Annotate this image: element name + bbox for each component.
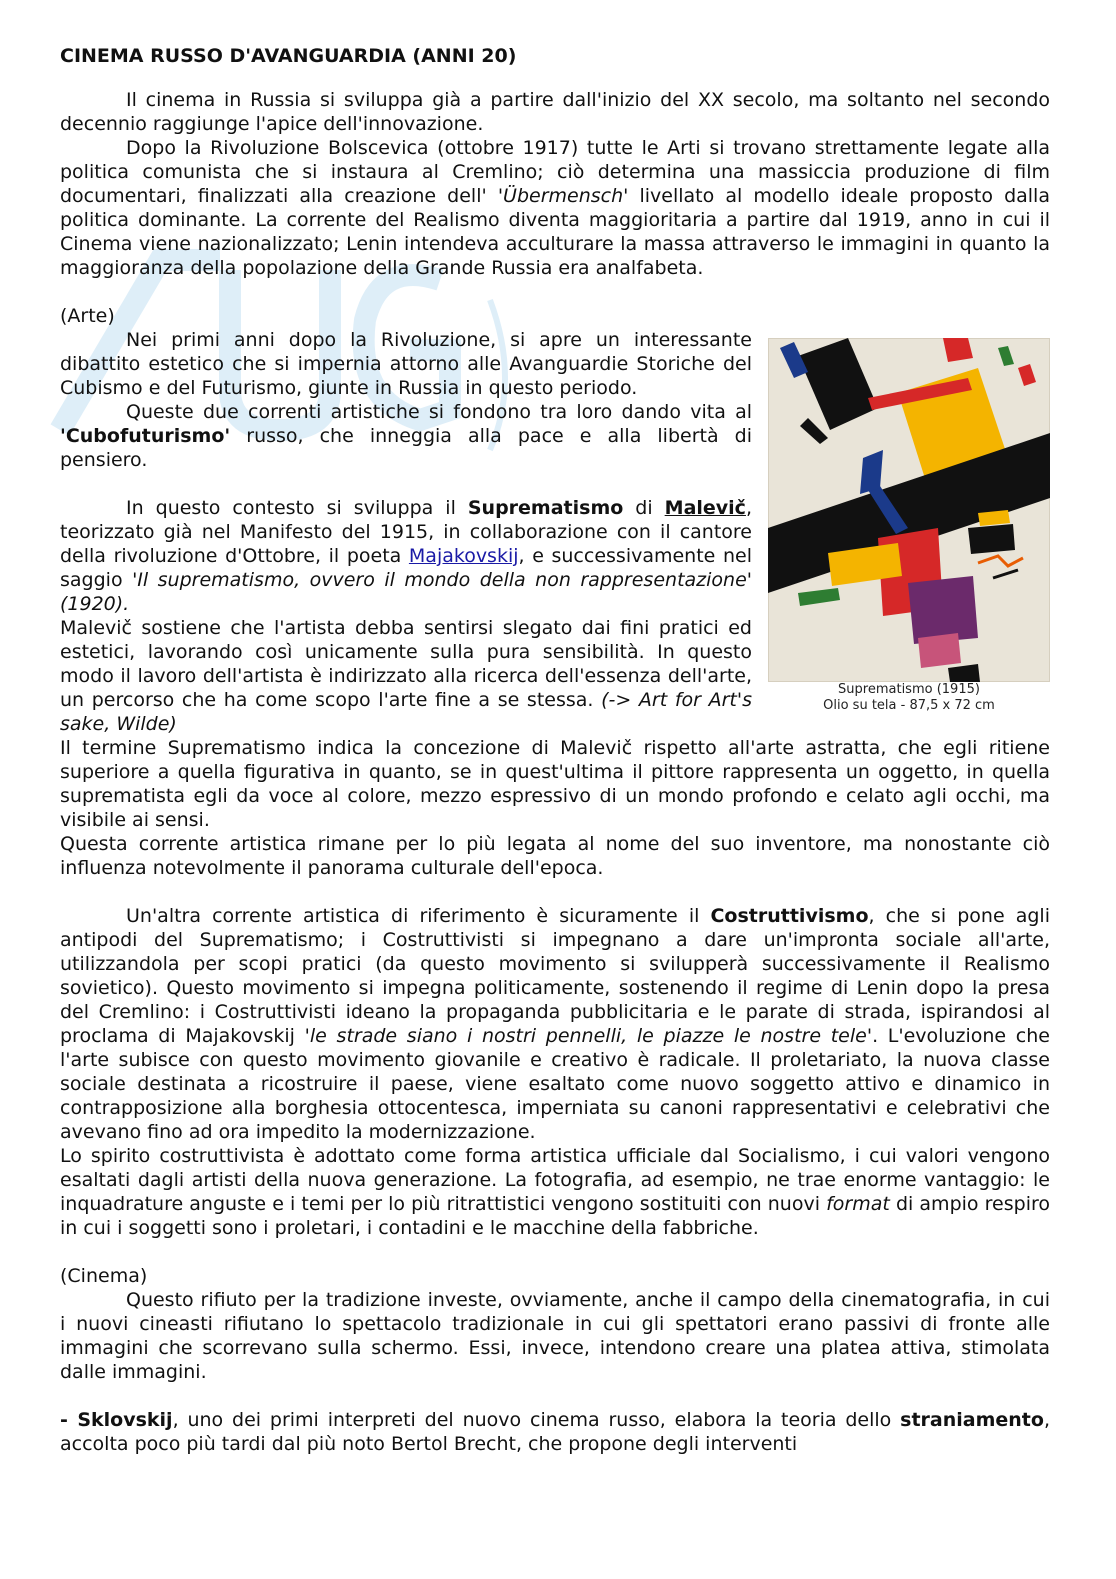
text-run: '. L'evoluzione che l'arte subisce con questo movimento giovanile e creativo è radicale. Il proletariato, la nuova classe sociale destinata a ricostruire il paese, viene esaltato come nuovo soggetto attivo e dinamico in contrapposizione alla borghesia ottocentesca, imperniata su canoni rappresentativi e celebrativi che avevano fino ad ora impedito la modernizzazione. xyxy=(60,1025,1050,1143)
arte-paragraph-1: Nei primi anni dopo la Rivoluzione, si apre un interessante dibattito estetico che si impernia attorno alle Avanguardie Storiche del Cubismo e del Futurismo, giunte in Russia in questo periodo. xyxy=(60,329,752,399)
cinema-paragraph-1: Questo rifiuto per la tradizione investe, ovviamente, anche il campo della cinematografia, in cui i nuovi cineasti rifiutano lo spettacolo tradizionale in cui gli spettatori erano passivi di fronte alle immagini che scorrevano sulla schermo. Essi, invece, intendono creare una platea attiva, stimolata dalle immagini. xyxy=(60,1289,1050,1383)
arte-paragraph-5: Il termine Suprematismo indica la concezione di Malevič rispetto all'arte astratta, che egli ritiene superiore a quella figurativa in quanto, se in quest'ultima il pittore rappresenta un oggetto, in quella suprematista egli da voce al colore, mezzo espressivo di un mondo profondo e celato agli occhi, ma visibile ai sensi. xyxy=(60,737,1050,831)
essay-title: 'Il suprematismo, ovvero il mondo della non rappresentazione' (1920). xyxy=(60,569,752,615)
text-run: In questo contesto si sviluppa il xyxy=(126,497,468,519)
term-suprematismo: Suprematismo xyxy=(467,497,624,519)
intro-paragraph-1: Il cinema in Russia si sviluppa già a partire dall'inizio del XX secolo, ma soltanto nel secondo decennio raggiunge l'apice dell'innovazione. xyxy=(60,89,1050,135)
figure-painting xyxy=(768,338,1050,714)
document-title: CINEMA RUSSO D'AVANGUARDIA (ANNI 20) xyxy=(60,45,517,67)
suprematism-painting-image xyxy=(768,338,1050,682)
arte-paragraph-7 xyxy=(60,904,1050,1144)
text-run: , uno dei primi interpreti del nuovo cinema russo, elabora la teoria dello xyxy=(172,1409,901,1431)
term-ubermensch: 'Übermensch' xyxy=(497,185,629,207)
majakovskij-quote: le strade siano i nostri pennelli, le piazze le nostre tele xyxy=(309,1025,867,1047)
reference-wilde: (-> Art for Art's sake, Wilde) xyxy=(60,689,752,735)
term-sklovskij: - Sklovskij xyxy=(60,1409,173,1431)
section-heading-arte: (Arte) xyxy=(60,305,115,327)
intro-paragraph-2 xyxy=(60,136,1050,280)
arte-paragraph-8 xyxy=(60,1144,1050,1240)
text-run: , che si pone agli antipodi del Suprematismo; i Costruttivisti si impegnano a dare un'impronta sociale all'arte, utilizzandola per scopi pratici (da questo movimento si svilupperà successivamente il Realismo sovietico). Questo movimento si impegna politicamente, sostenendo il regime di Lenin dopo la presa del Cremlino: i Costruttivisti ideano la propaganda pubblicitaria e le parate di strada, ispirandosi al proclama di Majakovskij ' xyxy=(60,905,1050,1047)
text-run: livellato al modello ideale proposto dalla politica dominante. La corrente del Realismo diventa maggioritaria a partire dal 1919, anno in cui il Cinema viene nazionalizzato; Lenin intendeva acculturare la massa attraverso le immagini in quanto la maggioranza della popolazione della Grande Russia era analfabeta. xyxy=(60,185,1050,279)
text-run: , accolta poco più tardi dal più noto Bertol Brecht, che propone degli interventi xyxy=(60,1409,1050,1455)
term-malevic: Malevič xyxy=(664,497,746,519)
figure-caption-title: Suprematismo (1915) xyxy=(838,682,980,697)
text-run: , e successivamente nel saggio xyxy=(60,545,752,591)
text-run: Queste due correnti artistiche si fondono tra loro dando vita al xyxy=(126,401,752,423)
term-format: format xyxy=(826,1193,890,1215)
text-run: Malevič sostiene che l'artista debba sentirsi slegato dai fini pratici ed estetici, lavorando così unicamente sulla pura sensibilità. In questo modo il lavoro dell'artista è indirizzato alla ricerca dell'essenza dell'arte, un percorso che ha come scopo l'arte fine a se stessa. xyxy=(60,617,752,711)
text-run: Dopo la Rivoluzione Bolscevica (ottobre 1917) tutte le Arti si trovano strettamente legate alla politica comunista che si instaura al Cremlino; ciò determina una massiccia produzione di film documentari, finalizzati alla creazione dell' xyxy=(60,137,1050,207)
text-run: , teorizzato già nel Manifesto del 1915, in collaborazione con il cantore della rivoluzione d'Ottobre, il poeta xyxy=(60,497,752,567)
text-run: Un'altra corrente artistica di riferimento è sicuramente il xyxy=(126,905,711,927)
figure-caption-details: Olio su tela - 87,5 x 72 cm xyxy=(823,698,995,713)
document-page xyxy=(60,44,1050,1456)
term-costruttivismo: Costruttivismo xyxy=(710,905,869,927)
arte-paragraph-6: Questa corrente artistica rimane per lo più legata al nome del suo inventore, ma nonostante ciò influenza notevolmente il panorama culturale dell'epoca. xyxy=(60,833,1050,879)
text-run: di xyxy=(623,497,665,519)
term-cubofuturismo: 'Cubofuturismo' xyxy=(60,425,231,447)
cinema-paragraph-2 xyxy=(60,1408,1050,1456)
text-run: di ampio respiro in cui i soggetti sono i proletari, i contadini e le macchine della fabbriche. xyxy=(60,1193,1050,1239)
text-run: Lo spirito costruttivista è adottato come forma artistica ufficiale dal Socialismo, i cui valori vengono esaltati dagli artisti della nuova generazione. La fotografia, ad esempio, ne trae enorme vantaggio: le inquadrature anguste e i temi per lo più ritrattistici vengono sostituiti con nuovi xyxy=(60,1145,1050,1215)
majakovskij-link[interactable]: Majakovskij xyxy=(408,545,519,567)
term-straniamento: straniamento xyxy=(900,1409,1044,1431)
section-heading-cinema: (Cinema) xyxy=(60,1265,148,1287)
text-run: russo, che inneggia alla pace e alla libertà di pensiero. xyxy=(60,425,752,471)
